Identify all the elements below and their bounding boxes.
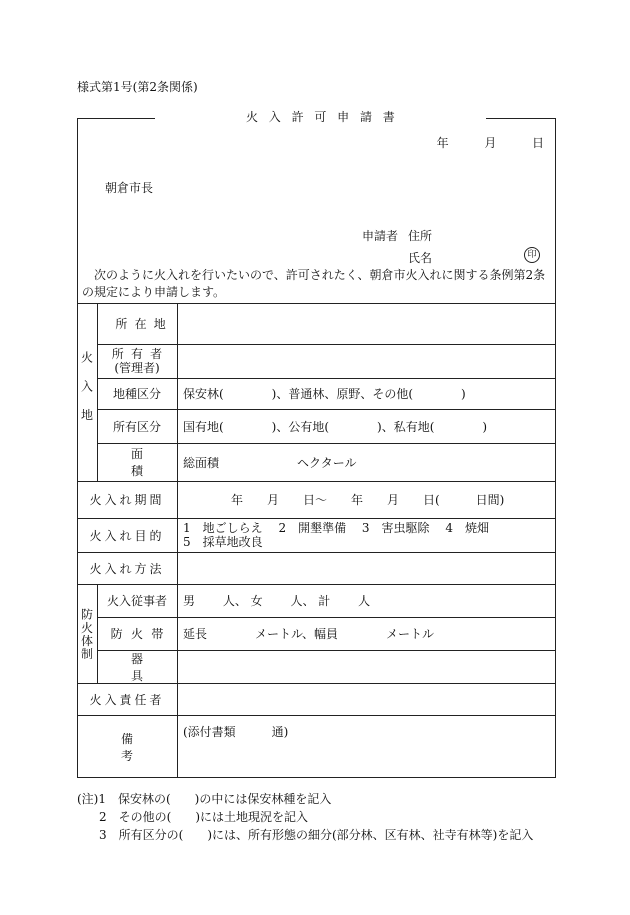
land-category-label: 地種区分	[112, 387, 161, 401]
fire-site-group-text: 火入地	[79, 350, 94, 438]
period-label: 火入れ期間	[89, 493, 165, 507]
name-label: 氏名	[408, 251, 433, 265]
area-prefix: 総面積	[183, 455, 220, 470]
workers-label: 火入従事者	[106, 594, 167, 608]
area-unit: ヘクタール	[297, 455, 357, 470]
remarks-value: (添付書類 通)	[183, 725, 289, 739]
form-title: 火入許可申請書	[155, 108, 486, 126]
owner-sub-label: (管理者)	[114, 361, 160, 375]
area-field[interactable]	[177, 443, 556, 481]
land-category-value: 保安林( )、普通林、原野、その他( )	[183, 387, 466, 401]
form-number: 様式第1号(第2条関係)	[77, 80, 198, 94]
addressee: 朝倉市長	[105, 181, 154, 195]
owner-label-cell	[97, 344, 177, 378]
note-3: 3 所有区分の( )には、所有形態の細分(部分林、区有林、社寺有林等)を記入	[99, 828, 534, 842]
firebreak-value: 延長 メートル、幅員 メートル	[183, 627, 435, 641]
owner-field[interactable]	[177, 344, 556, 378]
note-1: (注)1 保安林の( )の中には保安林種を記入	[77, 792, 332, 806]
method-label: 火入れ方法	[89, 561, 165, 576]
seal-icon: 印	[524, 247, 540, 263]
location-label: 所在地	[115, 317, 173, 331]
purpose-label: 火入れ目的	[89, 528, 165, 543]
equipment-field[interactable]	[177, 650, 556, 683]
location-field[interactable]	[177, 303, 556, 344]
applicant-label: 申請者	[362, 229, 399, 243]
purpose-options-line1: 1 地ごしらえ 2 開墾準備 3 害虫駆除 4 焼畑	[183, 521, 489, 535]
address-label: 住所	[408, 229, 433, 243]
application-date[interactable]	[437, 134, 544, 151]
note-2: 2 その他の( )には土地現況を記入	[99, 810, 308, 824]
workers-field[interactable]	[177, 584, 556, 617]
fire-site-group-label	[77, 340, 97, 448]
firebreak-field[interactable]	[177, 617, 556, 650]
remarks-label: 備考	[120, 731, 172, 763]
application-statement: 次のように火入れを行いたいので、許可されたく、朝倉市火入れに関する条例第2条の規定により申請します。	[82, 268, 546, 299]
ownership-label: 所有区分	[112, 419, 161, 434]
area-label: 面積	[130, 447, 170, 478]
ownership-value: 国有地( )、公有地( )、私有地( )	[183, 419, 488, 434]
firebreak-label: 防火帯	[110, 627, 172, 641]
purpose-field[interactable]	[177, 518, 556, 552]
purpose-options-line2: 5 採草地改良	[183, 535, 263, 549]
period-value: 年 月 日～ 年 月 日( 日間)	[231, 493, 505, 507]
remarks-field[interactable]	[177, 715, 550, 778]
fire-system-group-text: 防火体制	[79, 607, 94, 661]
owner-label: 所有者	[111, 347, 170, 361]
workers-value: 男 人、 女 人、 計 人	[183, 594, 371, 608]
responsible-label: 火入責任者	[89, 692, 165, 707]
period-field[interactable]	[177, 481, 550, 518]
equipment-label: 器具	[130, 651, 167, 683]
date-year: 年	[436, 136, 449, 150]
ownership-field[interactable]	[177, 409, 556, 443]
land-category-field[interactable]	[177, 378, 556, 409]
date-day: 日	[531, 136, 544, 150]
responsible-field[interactable]	[177, 683, 556, 715]
date-month: 月	[484, 136, 497, 150]
fire-system-group-label	[77, 592, 97, 676]
method-field[interactable]	[177, 552, 556, 584]
